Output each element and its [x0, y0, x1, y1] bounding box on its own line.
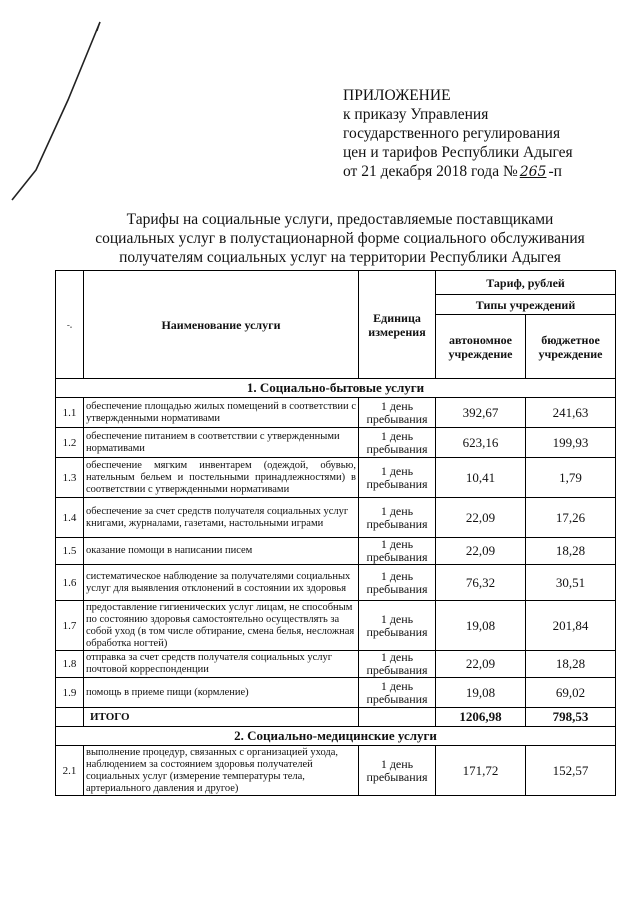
tariff-budget: 1,79 [526, 458, 616, 498]
row-number: 1.7 [56, 601, 84, 651]
tariff-autonomous: 19,08 [436, 678, 526, 708]
table-row [56, 746, 616, 796]
table-row [56, 678, 616, 708]
service-name: предоставление гигиенических услуг лицам, не способным по состоянию здоровья самостоятельно осуществлять за собой уход (в том числе обтирание, смена белья, несложная обработка ногтей) [84, 601, 359, 651]
unit-of-measure: 1 день пребывания [359, 538, 436, 565]
total-budget: 798,53 [526, 708, 616, 727]
row-number: 1.8 [56, 651, 84, 678]
tariff-budget: 241,63 [526, 398, 616, 428]
title-line: получателям социальных услуг на территории Республики Адыгея [119, 249, 561, 266]
tariff-budget: 17,26 [526, 498, 616, 538]
section-title: 1. Социально-бытовые услуги [56, 379, 616, 398]
section-title: 2. Социально-медицинские услуги [56, 727, 616, 746]
header-number: -. [56, 271, 84, 379]
appendix-line: государственного регулирования [343, 125, 561, 142]
tariff-autonomous: 22,09 [436, 538, 526, 565]
tariff-budget: 18,28 [526, 651, 616, 678]
tariff-table-wrapper [55, 270, 615, 796]
row-number: 1.3 [56, 458, 84, 498]
order-suffix: -п [548, 163, 562, 180]
table-row [56, 538, 616, 565]
total-autonomous: 1206,98 [436, 708, 526, 727]
unit-of-measure: 1 день пребывания [359, 565, 436, 601]
tariff-autonomous: 22,09 [436, 498, 526, 538]
row-number: 1.9 [56, 678, 84, 708]
tariff-autonomous: 171,72 [436, 746, 526, 796]
service-name: помощь в приеме пищи (кормление) [84, 678, 359, 708]
document-title [60, 210, 620, 267]
header-budget: бюджетное учреждение [526, 315, 616, 379]
total-unit-cell [359, 708, 436, 727]
header-service-name: Наименование услуги [84, 271, 359, 379]
service-name: обеспечение площадью жилых помещений в соответствии с утвержденными нормативами [84, 398, 359, 428]
tariff-budget: 201,84 [526, 601, 616, 651]
table-row [56, 428, 616, 458]
order-number: 265 [519, 164, 547, 180]
unit-of-measure: 1 день пребывания [359, 651, 436, 678]
service-name: обеспечение за счет средств получателя социальных услуг книгами, журналами, газетами, настольными играми [84, 498, 359, 538]
table-row [56, 398, 616, 428]
service-name: выполнение процедур, связанных с организацией ухода, наблюдением за состоянием здоровья получателей социальных услуг (измерение температуры тела, артериального давления и другое) [84, 746, 359, 796]
section-row [56, 727, 616, 746]
row-number: 1.6 [56, 565, 84, 601]
title-line: Тарифы на социальные услуги, предоставляемые поставщиками [126, 211, 554, 228]
header-autonomous: автономное учреждение [436, 315, 526, 379]
table-row [56, 565, 616, 601]
row-number: 1.5 [56, 538, 84, 565]
service-name: отправка за счет средств получателя социальных услуг почтовой корреспонденции [84, 651, 359, 678]
tariff-budget: 18,28 [526, 538, 616, 565]
row-number: 1.2 [56, 428, 84, 458]
service-name: оказание помощи в написании писем [84, 538, 359, 565]
order-date: от 21 декабря 2018 года № [343, 163, 518, 180]
tariff-autonomous: 22,09 [436, 651, 526, 678]
table-body [56, 379, 616, 796]
appendix-line: к приказу Управления [343, 106, 489, 123]
section-row [56, 379, 616, 398]
tariff-table [55, 270, 616, 796]
unit-of-measure: 1 день пребывания [359, 678, 436, 708]
service-name: систематическое наблюдение за получателями социальных услуг для выявления отклонений в состоянии их здоровья [84, 565, 359, 601]
unit-of-measure: 1 день пребывания [359, 601, 436, 651]
unit-of-measure: 1 день пребывания [359, 458, 436, 498]
row-number: 1.4 [56, 498, 84, 538]
tariff-autonomous: 19,08 [436, 601, 526, 651]
unit-of-measure: 1 день пребывания [359, 746, 436, 796]
row-number: 1.1 [56, 398, 84, 428]
appendix-date-line [343, 162, 633, 182]
appendix-heading: ПРИЛОЖЕНИЕ [343, 87, 451, 104]
table-row [56, 458, 616, 498]
tariff-autonomous: 76,32 [436, 565, 526, 601]
header-unit: Единица измерения [359, 271, 436, 379]
table-row [56, 651, 616, 678]
tariff-budget: 30,51 [526, 565, 616, 601]
header-tariff: Тариф, рублей [436, 271, 616, 295]
total-row [56, 708, 616, 727]
tariff-autonomous: 623,16 [436, 428, 526, 458]
unit-of-measure: 1 день пребывания [359, 428, 436, 458]
table-row [56, 498, 616, 538]
tariff-budget: 199,93 [526, 428, 616, 458]
service-name: обеспечение мягким инвентарем (одеждой, обувью, нательным бельем и постельными принадлежностями) в соответствии с утвержденными нормативами [84, 458, 359, 498]
unit-of-measure: 1 день пребывания [359, 498, 436, 538]
title-line: социальных услуг в полустационарной форме социального обслуживания [95, 230, 585, 247]
row-number: 2.1 [56, 746, 84, 796]
tariff-autonomous: 10,41 [436, 458, 526, 498]
service-name: обеспечение питанием в соответствии с утвержденными нормативами [84, 428, 359, 458]
table-row [56, 601, 616, 651]
tariff-autonomous: 392,67 [436, 398, 526, 428]
total-label: ИТОГО [84, 708, 359, 727]
appendix-line: цен и тарифов Республики Адыгея [343, 144, 573, 161]
appendix-block [343, 86, 633, 182]
header-institution-types: Типы учреждений [436, 295, 616, 315]
tariff-budget: 152,57 [526, 746, 616, 796]
tariff-budget: 69,02 [526, 678, 616, 708]
total-number-cell [56, 708, 84, 727]
unit-of-measure: 1 день пребывания [359, 398, 436, 428]
